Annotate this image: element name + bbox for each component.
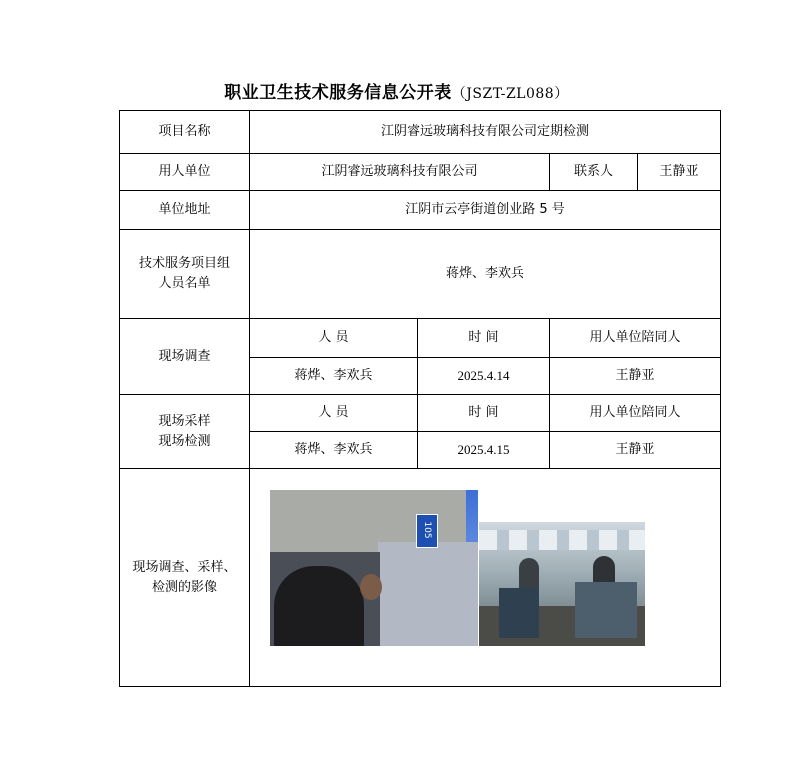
sampling-label-line1: 现场采样 [158, 413, 211, 429]
photo-area [250, 470, 720, 686]
team-label [120, 230, 250, 319]
images-label [120, 469, 250, 687]
survey-header-time: 时 间 [418, 319, 550, 358]
address-label: 单位地址 [120, 191, 250, 230]
photo-windows [479, 530, 645, 550]
title-code: （JSZT-ZL088） [451, 86, 569, 102]
survey-personnel: 蒋烨、李欢兵 [250, 358, 418, 395]
photo-machine-left [499, 588, 539, 638]
team-label-line2: 人员名单 [158, 276, 211, 291]
row-images [120, 469, 721, 687]
photo-building [378, 542, 478, 646]
sampling-personnel: 蒋烨、李欢兵 [250, 432, 418, 469]
employer-label: 用人单位 [120, 154, 250, 191]
photo-person [274, 566, 364, 646]
row-project-name [120, 111, 721, 154]
survey-header-escort: 用人单位陪同人 [550, 319, 721, 358]
survey-date: 2025.4.14 [418, 358, 550, 395]
site-photo-workshop [479, 522, 645, 646]
team-value: 蒋烨、李欢兵 [250, 230, 721, 319]
survey-label: 现场调查 [120, 319, 250, 395]
title-main: 职业卫生技术服务信息公开表 [224, 83, 452, 103]
sampling-label [120, 395, 250, 469]
contact-label: 联系人 [550, 154, 638, 191]
team-label-line1: 技术服务项目组 [138, 256, 230, 271]
contact-value: 王静亚 [638, 154, 721, 191]
photo-machine-right [575, 582, 637, 638]
sampling-header-personnel: 人 员 [250, 395, 418, 432]
photo-sign-text: 105 [422, 520, 432, 539]
project-name-value: 江阴睿远玻璃科技有限公司定期检测 [250, 111, 721, 154]
row-employer [120, 154, 721, 191]
images-cell [250, 469, 721, 687]
sampling-date: 2025.4.15 [418, 432, 550, 469]
sampling-label-line2: 现场检测 [158, 433, 211, 449]
sampling-header-escort: 用人单位陪同人 [550, 395, 721, 432]
sampling-header-time: 时 间 [418, 395, 550, 432]
row-sampling-header [120, 395, 721, 432]
survey-header-personnel: 人 员 [250, 319, 418, 358]
photo-number-sign [416, 514, 438, 548]
project-name-label: 项目名称 [120, 111, 250, 154]
row-survey-header [120, 319, 721, 358]
address-value: 江阴市云亭街道创业路 5 号 [250, 191, 721, 230]
row-address [120, 191, 721, 230]
site-photo-outdoor [270, 490, 478, 646]
employer-value: 江阴睿远玻璃科技有限公司 [250, 154, 550, 191]
images-label-line2: 检测的影像 [151, 579, 217, 595]
row-team [120, 230, 721, 319]
info-table [119, 110, 721, 687]
images-label-line1: 现场调查、采样、 [132, 559, 237, 575]
survey-escort: 王静亚 [550, 358, 721, 395]
photo-person-head [360, 574, 382, 600]
document-title [0, 78, 793, 103]
sampling-escort: 王静亚 [550, 432, 721, 469]
